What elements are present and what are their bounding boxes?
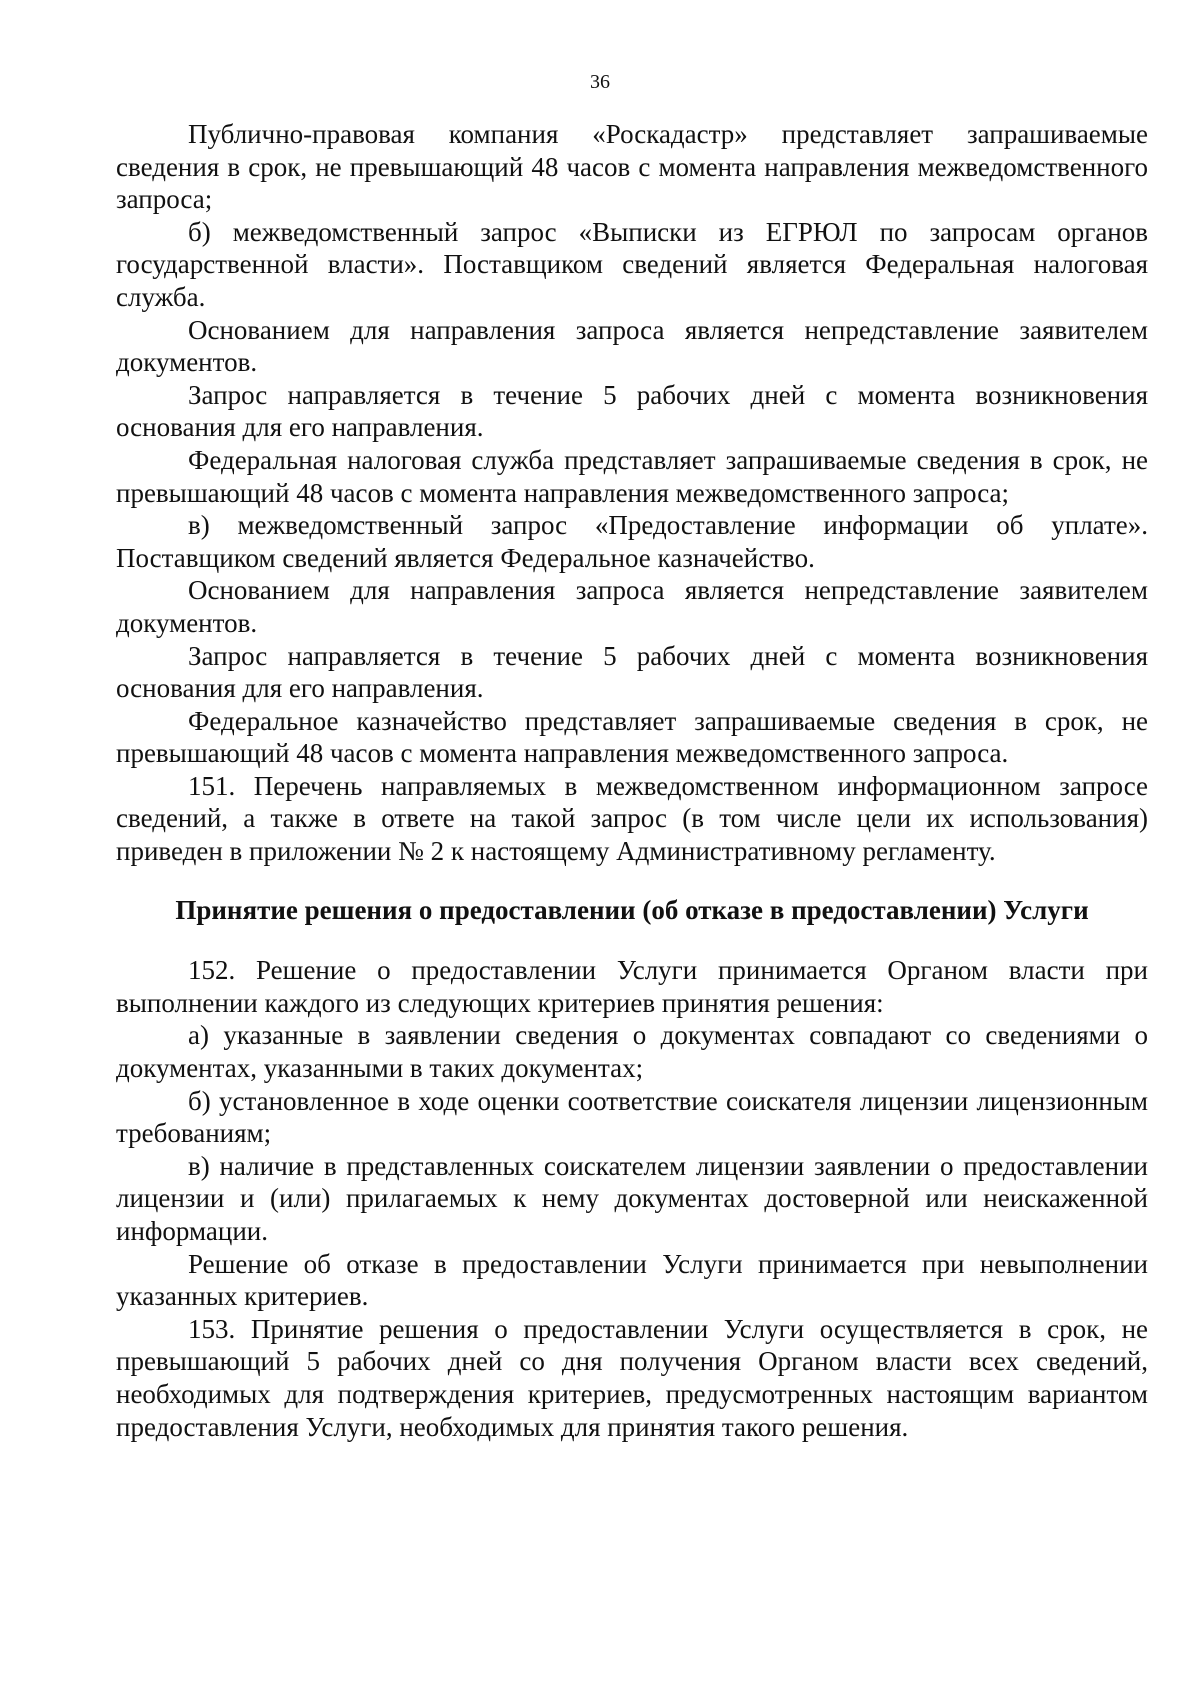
paragraph: 153. Принятие решения о предоставлении Услуги осуществляется в срок, не превышающий 5 рабочих дней со дня получения Органом власти всех сведений, необходимых для подтверждения критериев, предусмотренных настоящим вариантом предоставления Услуги, необходимых для принятия такого решения. xyxy=(116,1313,1148,1442)
section-heading: Принятие решения о предоставлении (об отказе в предоставлении) Услуги xyxy=(175,894,1089,925)
paragraph: в) наличие в представленных соискателем лицензии заявлении о предоставлении лицензии и (или) прилагаемых к нему документах достоверной или неискаженной информации. xyxy=(116,1150,1148,1246)
paragraph: б) межведомственный запрос «Выписки из ЕГРЮЛ по запросам органов государственной власти». Поставщиком сведений является Федеральная налоговая служба. xyxy=(116,216,1148,312)
paragraph: в) межведомственный запрос «Предоставление информации об уплате». Поставщиком сведений является Федеральное казначейство. xyxy=(116,510,1148,573)
paragraph: б) установленное в ходе оценки соответствие соискателя лицензии лицензионным требованиям; xyxy=(116,1085,1148,1149)
paragraph: Основанием для направления запроса является непредставление заявителем документов. xyxy=(116,314,1148,378)
paragraph: 152. Решение о предоставлении Услуги принимается Органом власти при выполнении каждого из следующих критериев принятия решения: xyxy=(116,955,1148,1018)
paragraph: Федеральное казначейство представляет запрашиваемые сведения в срок, не превышающий 48 часов с момента направления межведомственного запроса. xyxy=(116,705,1148,769)
paragraph: Запрос направляется в течение 5 рабочих дней с момента возникновения основания для его направления. xyxy=(116,640,1148,704)
paragraph: Публично-правовая компания «Роскадастр» представляет запрашиваемые сведения в срок, не превышающий 48 часов с момента направления межведомственного запроса; xyxy=(116,119,1148,215)
paragraph: Федеральная налоговая служба представляет запрашиваемые сведения в срок, не превышающий 48 часов с момента направления межведомственного запроса; xyxy=(116,444,1148,508)
page-number: 36 xyxy=(590,71,610,93)
paragraph: Основанием для направления запроса является непредставление заявителем документов. xyxy=(116,575,1148,638)
paragraph: Решение об отказе в предоставлении Услуги принимается при невыполнении указанных критериев. xyxy=(116,1248,1148,1312)
paragraph: Запрос направляется в течение 5 рабочих дней с момента возникновения основания для его направления. xyxy=(116,379,1148,443)
paragraph: а) указанные в заявлении сведения о документах совпадают со сведениями о документах, указанными в таких документах; xyxy=(116,1020,1148,1084)
document-body xyxy=(116,118,1148,1443)
paragraph: 151. Перечень направляемых в межведомственном информационном запросе сведений, а также в ответе на такой запрос (в том числе цели их использования) приведен в приложении № 2 к настоящему Административному регламенту. xyxy=(116,770,1148,867)
